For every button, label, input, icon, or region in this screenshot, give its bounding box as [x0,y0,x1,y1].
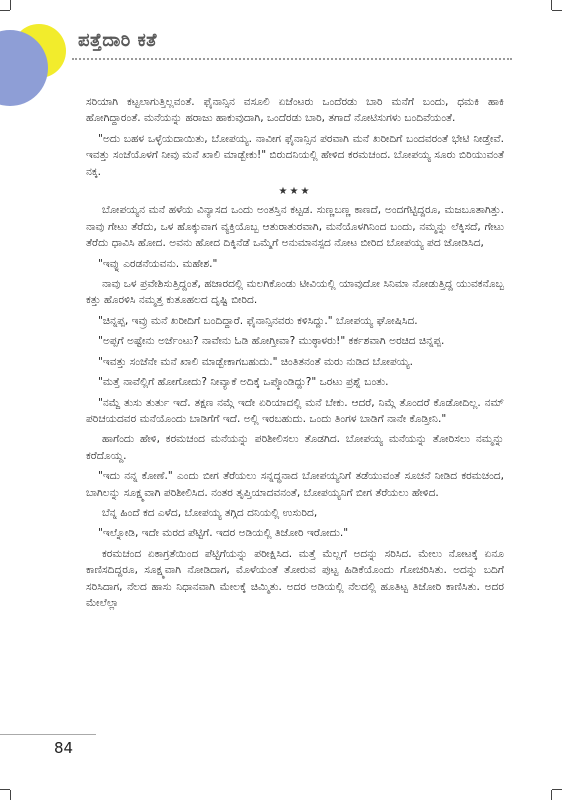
crop-mark [552,789,562,790]
crop-mark [551,790,552,800]
paragraph: ನಾವು ಒಳ ಪ್ರವೇಶಿಸುತ್ತಿದ್ದಂತೆ, ಹಜಾರದಲ್ಲಿ ಮಲಗಿಕೊಂಡು ಟೀವಿಯಲ್ಲಿ ಯಾವುದೋ ಸಿನಿಮಾ ನೋಡುತ್ತಿದ್ದ ಯುವಕನೊಬ್ಬ ಕತ್ತು ಹೊರಳಿಸಿ ನಮ್ಮತ್ತ ಕುತೂಹಲದ ದೃಷ್ಟಿ ಬೀರಿದ. [86,278,504,307]
paragraph: "ಇವತ್ತು ಸಂಜೆನೇ ಮನೆ ಖಾಲಿ ಮಾಡ್ಬೇಕಾಗಬಹುದು." ಚಿಂತಿತನಂತೆ ಮರು ನುಡಿದ ಬೋಪಯ್ಯ. [98,355,413,368]
header-dotted-rule [72,58,512,60]
paragraph: ಕರಮಚಂದ ಏಕಾಗ್ರತೆಯಿಂದ ಪೆಟ್ಟಿಗೆಯನ್ನು ಪರೀಕ್ಷಿಸಿದ. ಮತ್ತೆ ಮೆಲ್ಲಗೆ ಅದನ್ನು ಸರಿಸಿದ. ಮೇಲು ನೋಟಕ್ಕೆ ಏನೂ ಕಾಣಿಸದಿದ್ದರೂ, ಸೂಕ್ಷ್ಮವಾಗಿ ನೋಡಿದಾಗ, ಮೊಳೆಯಂತೆ ತೋರುವ ಪುಟ್ಟ ಹಿಡಿಕೆಯೊಂದು ಗೋಚರಿಸಿತು. ಅದನ್ನು ಬದಿಗೆ ಸರಿಸಿದಾಗ, ನೆಲದ ಹಾಸು ನಿಧಾನವಾಗಿ ಮೇಲಕ್ಕೆ ಚಿಮ್ಮಿತು. ಅದರ ಅಡಿಯಲ್ಲಿ ನೆಲದಲ್ಲಿ ಹೂತಿಟ್ಟ ತಿಜೋರಿ ಕಾಣಿಸಿತು. ಅದರ ಮೇಲೆಲ್ಲಾ [86,547,504,609]
crop-mark [551,0,552,10]
paragraph: ಬೋಪಯ್ಯನ ಮನೆ ಹಳೆಯ ವಿನ್ಯಾಸದ ಒಂದು ಅಂತಸ್ತಿನ ಕಟ್ಟಡ. ಸುಣ್ಣಬಣ್ಣ ಕಾಣದೆ, ಅಂದಗೆಟ್ಟಿದ್ದರೂ, ಮಜಬೂತಾಗಿತ್ತು. ನಾವು ಗೇಟು ತೆರೆದು, ಒಳ ಹೊಕ್ಕುವಾಗ ವ್ಯಕ್ತಿಯೊಬ್ಬ ಆತುರಾತುರವಾಗಿ, ಮನೆಯೊಳಗಿನಿಂದ ಬಂದು, ನಮ್ಮನ್ನು ಲೆಕ್ಕಿಸದೆ, ಗೇಟು ತೆರೆದು ಧಾವಿಸಿ ಹೋದ. ಅವನು ಹೋದ ದಿಕ್ಕಿನೆಡೆ ಒಮ್ಮೆಗೆ ಅನುಮಾನಸ್ಪದ ನೋಟ ಬೀರಿದ ಬೋಪಯ್ಯ ಪದ ಜೋಡಿಸಿದ, [86,204,504,250]
paragraph: "ಇವ್ನು ಎರಡನೆಯವನು. ಮಹೇಶ." [98,257,218,270]
crop-mark [0,10,10,11]
page-number: 84 [54,739,74,757]
crop-mark [0,789,10,790]
paragraph: ಸರಿಯಾಗಿ ಕಟ್ಟಲಾಗುತ್ತಿಲ್ಲವಂತೆ. ಫೈನಾನ್ಸಿನ ವಸೂಲಿ ಏಜೆಂಟರು ಒಂದೆರಡು ಬಾರಿ ಮನೆಗೆ ಬಂದು, ಧಮಕಿ ಹಾಕಿ ಹೋಗಿದ್ದಾರಂತೆ. ಮನೆಯನ್ನು ಹರಾಜು ಹಾಕುವುದಾಗಿ, ಒಂದೆರಡು ಬಾರಿ, ತಗಾದೆ ನೋಟಿಸುಗಳು ಬಂದಿವೆಯಂತೆ. [86,96,504,125]
story-text [86,94,504,611]
paragraph: "ಇದು ನನ್ನ ಕೋಣೆ." ಎಂದು ಬೀಗ ತೆರೆಯಲು ಸನ್ನದ್ಧನಾದ ಬೋಪಯ್ಯನಿಗೆ ತಡೆಯುವಂತೆ ಸೂಚನೆ ನೀಡಿದ ಕರಮಚಂದ, ಬಾಗಿಲನ್ನು ಸೂಕ್ಷ್ಮವಾಗಿ ಪರಿಶೀಲಿಸಿದ. ನಂತರ ತೃಪ್ತಿಯಾದವನಂತೆ, ಬೋಪಯ್ಯನಿಗೆ ಬೀಗ ತೆರೆಯಲು ಹೇಳಿದ. [86,470,504,499]
paragraph: "ಅದು ಬಹಳ ಒಳ್ಳೆಯದಾಯಿತು, ಬೋಪಯ್ಯ. ನಾವೀಗ ಫೈನಾನ್ಸಿನ ಪರವಾಗಿ ಮನೆ ಖರೀದಿಗೆ ಬಂದವರಂತೆ ಭೇಟಿ ನೀಡ್ತೇವೆ. ಇವತ್ತು ಸಂಜೆಯೊಳಗೆ ನೀವು ಮನೆ ಖಾಲಿ ಮಾಡ್ಬೇಕು!" ಬಿರುದನಿಯಲ್ಲಿ ಹೇಳಿದ ಕರಮಚಂದ. ಬೋಪಯ್ಯ ಸೂರು ಬಿರಿಯುವಂತೆ ನಕ್ಕ. [86,132,504,178]
paragraph: "ಇಲ್ನೋಡಿ, ಇದೇ ಮರದ ಪೆಟ್ಟಿಗೆ. ಇದರ ಅಡಿಯಲ್ಲಿ ತಿಜೋರಿ ಇರೋದು." [98,527,349,540]
paragraph: "ಚಿನ್ನಪ್ಪ, ಇವ್ರು ಮನೆ ಖರೀದಿಗೆ ಬಂದಿದ್ದಾರೆ. ಫೈನಾನ್ಸಿನವರು ಕಳಿಸಿದ್ದು." ಬೋಪಯ್ಯ ಘೋಷಿಸಿದ. [98,314,418,327]
paragraph: "ಅಪ್ಪಗೆ ಅಷ್ಟೇನು ಅರ್ಜೆಂಟು? ನಾವೇನು ಓಡಿ ಹೋಗ್ತೀವಾ? ಮುಠ್ಠಾಳರು!" ಕರ್ಕಶವಾಗಿ ಅರಚಿದ ಚಿನ್ನಪ್ಪ. [98,335,445,348]
footer-rule [0,734,96,735]
crop-mark [10,0,11,10]
crop-mark [552,10,562,11]
section-break-stars: ★★★ [278,186,312,198]
crop-mark [10,790,11,800]
paragraph: "ನಮ್ದೆ ತುಸು ತುರ್ತು ಇದೆ. ತಕ್ಷಣ ನಮ್ಗೆ ಇದೇ ಏರಿಯಾದಲ್ಲಿ ಮನೆ ಬೇಕು. ಆದರೆ, ನಿಮ್ಗೆ ತೊಂದರೆ ಕೊಡೋದಿಲ್ಲ. ನಮ್ ಪರಿಚಯದವರ ಮನೆಯೊಂದು ಬಾಡಿಗೆಗೆ ಇದೆ. ಅಲ್ಲಿ ಇರಬಹುದು. ಒಂದು ತಿಂಗಳ ಬಾಡಿಗೆ ನಾನೇ ಕೊಡ್ತೀನಿ." [86,396,504,425]
running-header-title: ಪತ್ತೆದಾರಿ ಕತೆ [78,30,157,51]
paragraph: ಹಾಗೆಂದು ಹೇಳಿ, ಕರಮಚಂದ ಮನೆಯನ್ನು ಪರಿಶೀಲಿಸಲು ತೊಡಗಿದ. ಬೋಪಯ್ಯ ಮನೆಯನ್ನು ತೋರಿಸಲು ನಮ್ಮನ್ನು ಕರೆದೊಯ್ದ. [86,433,504,462]
paragraph: "ಮತ್ತೆ ನಾವೆಲ್ಲಿಗೆ ಹೋಗೋದು? ನೀವ್ಯಾಕೆ ಅದಿಕ್ಕೆ ಒಪ್ಕೊಂಡಿದ್ದು?" ಒರಟು ಪ್ರಶ್ನೆ ಬಂತು. [98,376,389,389]
paragraph: ಬೆನ್ನ ಹಿಂದೆ ಕದ ಎಳೆದ, ಬೋಪಯ್ಯ ತಗ್ಗಿದ ದನಿಯಲ್ಲಿ ಉಸುರಿದ, [102,506,318,519]
